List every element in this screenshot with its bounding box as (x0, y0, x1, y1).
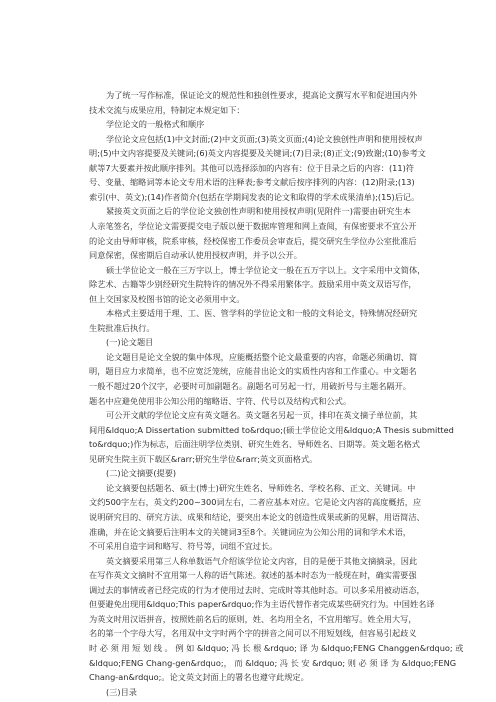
text-line: 在写作英文文摘时不宜用第一人称的语气陈述。叙述的基本时态为一般现在时，确实需要强 (89, 570, 417, 581)
text-line: 可公开文献的学位论文应有英文题名。英文题名另起一页，排印在英文摘子单位前，其 (106, 410, 418, 421)
text-line: 紧接英文页面之后的学位论文独创性声明和使用授权声明(见附件一)需要由研究生本 (106, 206, 411, 217)
text-line: 调过去的事情或者已经完成的行为才使用过去时、完成时等其他时态。可以多采用被动语态， (89, 584, 425, 595)
text-line: 文约500字左右，英文约200~300词左右，二者应基本对应。它是论文内容的高度概括，应 (89, 497, 422, 508)
text-line: 索引(中、英文);(14)作者简介(包括在学期间发表的论文和取得的学术成果清单);(15)后记。 (89, 191, 420, 202)
text-line: 见研究生院主页下载区&rarr;研究生学位&rarr;英文页面格式。 (89, 453, 318, 464)
text-line: 明，题目应力求简单，也不应宽泛笼统，应能昔出论文的实质性内容和工作重心。中文题名 (89, 366, 417, 377)
text-line: 人亲笔签名，学位论文需要提交电子版以便于数据库管理和网上查阅，有保密要求不宜公开 (89, 221, 417, 231)
text-line: 名的第一个字母大写，名用双中文字时两个字的拼音之间可以不用短划线，但容易引起歧义 (89, 628, 417, 639)
text-line: 间用&ldquo;A Dissertation submitted to&rdquo;(硕士学位论文用&ldquo;A Thesis submitted (89, 424, 454, 435)
text-line: 英文摘要采用第三人称单数语气介绍该学位论文内容，目的是便于其他文摘摘录，因此 (106, 555, 418, 566)
text-line: 但要避免出现用&ldquo;This paper&rdquo;作为主语代替作者完成某些研究行为。中国姓名译 (89, 599, 435, 610)
text-line: 论文摘要包括题名、硕士(博士)研究生姓名、导师姓名、学校名称、正文、关键词。中 (106, 482, 416, 493)
text-line: 论文题目是论文全貌的集中体现，应能概括整个论文最重要的内容，命题必须确切、简 (106, 351, 418, 362)
text-line: to&rdquo;)作为标志，后面注明学位类别、研究生姓名、导师姓名、日期等。英文题名格式 (89, 439, 420, 450)
text-line: 说明研究目的、研究方法、成果和结论，要突出本论文的创造性成果或新的见解，用语简洁、 (89, 512, 425, 522)
text-line: 但上交国家及校图书馆的论文必须用中文。 (89, 293, 245, 304)
text-line: 号、变量、缩略词等本论文专用术语的注释表;参考文献后按序排列的内容：(12)附录;(13) (89, 177, 415, 188)
text-line: (三)目录 (106, 686, 137, 697)
text-line: 不可采用自造字词和略写、符号等，词组不宜过长。 (89, 541, 278, 551)
text-line: 为了统一写作标准，保证论文的规范性和独创性要求，提高论文撰写水平和促进国内外 (106, 90, 418, 100)
text-line: 生院批准后执行。 (89, 322, 155, 333)
text-line: 献等7大要素并按此顺序排列。其他可以选择添加的内容有：位于目录之后的内容：(11)符 (89, 162, 414, 173)
text-line: &ldquo;FENG Chang-gen&rdquo;， 而 &ldquo; 冯 长 安 &rdquo; 则 必 须 译 为 &ldquo;FENG (89, 657, 457, 668)
text-line: 明;(5)中文内容提要及关键词;(6)英文内容提要及关键词;(7)目录;(8)正文;(9)致谢;(10)参考文 (89, 148, 426, 159)
text-line: (一)论文题目 (106, 337, 154, 348)
text-line: 为英文时用汉语拼音，按照姓前名后的原则，姓、名均用全名，不宜用缩写。姓全用大写， (89, 613, 417, 624)
text-line: 时 必 须 用 短 划 线 。 例 如 &ldquo; 冯 长 根 &rdquo; 译 为 &ldquo;FENG Changgen&rdquo; 或 (89, 642, 464, 653)
text-line: 除艺术、古籍等少别经研究生院特许的情况外不得采用繁体字。鼓励采用中英文双语写作， (89, 279, 417, 290)
text-line: 的论文由导师审核，院系审核，经校保密工作委员会审查后，提交研究生学位办公室批准后 (89, 235, 417, 246)
text-line: 一般不超过20个汉字，必要时可加副题名。副题名可另起一行，用破折号与主题名隔开。 (89, 381, 411, 391)
text-line: Chang-an&rdquo;。论文英文封面上的署名也遵守此规定。 (89, 672, 309, 682)
text-line: 学位论文应包括(1)中文封面;(2)中文页面;(3)英文页面;(4)论文独创性声明和使用授权声 (106, 133, 423, 144)
text-line: (二)论文摘要(提要) (106, 468, 177, 479)
text-line: 学位论文的一般格式和顺序 (106, 119, 205, 130)
text-line: 同意保密，保密期后自动承认使用授权声明，并予以公开。 (89, 250, 302, 261)
text-line: 题名中应避免使用非公知公用的缩略语、字符、代号以及结构式和公式。 (89, 395, 352, 406)
text-line: 本格式主要适用于理、工、医、管学科的学位论文和一般的文科论文，特殊情况经研究 (106, 308, 418, 319)
text-line: 技术交流与成果应用，特制定本规定如下： (89, 104, 245, 115)
text-line: 硕士学位论文一般在三万字以上，博士学位论文一般在五万字以上。文字采用中文简体， (106, 264, 426, 275)
text-line: 准确，并在论文摘要后注明本文的关键词3至8个。关键词应为公知公用的词和学术术语， (89, 526, 411, 537)
